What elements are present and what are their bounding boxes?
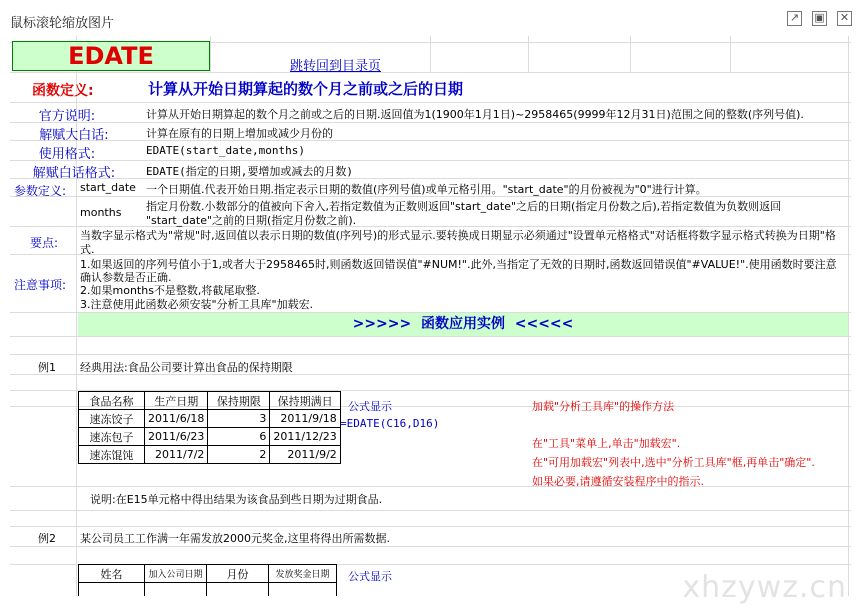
gridline bbox=[10, 336, 851, 337]
window-title: 鼠标滚轮缩放图片 bbox=[10, 16, 115, 31]
note1-line1: 1.如果返回的序列号值小于1,或者大于2958465时,则函数返回错误值"#NUM!".此外,当指定了无效的日期时,函数返回错误值"#VALUE!".使用函数时要注意 bbox=[80, 258, 837, 271]
table-header-cell: 保持期限 bbox=[208, 392, 270, 410]
gridline bbox=[10, 160, 851, 161]
usage-text: EDATE(start_date,months) bbox=[146, 144, 305, 157]
gridline bbox=[10, 254, 851, 255]
table-cell[interactable] bbox=[207, 583, 269, 597]
table-cell[interactable] bbox=[269, 583, 337, 597]
addin-step1: 在"工具"菜单上,单击"加载宏". bbox=[532, 437, 681, 450]
params-label: 参数定义: bbox=[14, 184, 67, 198]
table-cell[interactable]: 2011/7/2 bbox=[145, 446, 208, 464]
param1-name: start_date bbox=[80, 181, 136, 194]
gridline bbox=[10, 486, 851, 487]
table-row bbox=[79, 428, 341, 446]
notes-label: 注意事项: bbox=[14, 278, 67, 292]
table-row bbox=[79, 446, 341, 464]
plain-usage-label: 解赋白话格式: bbox=[32, 166, 116, 181]
note1-line2: 确认参数是否正确. bbox=[80, 271, 172, 284]
note3: 3.注意使用此函数必须安装"分析工具库"加载宏. bbox=[80, 298, 314, 311]
gridline bbox=[528, 36, 529, 72]
gridline bbox=[210, 36, 211, 72]
key-points-text-1: 当数字显示格式为"常规"时,返回值以表示日期的数值(序列号)的形式显示.要转换成日期显示必须通过"设置单元格格式"对话框将数字显示格式转换为日期"格 bbox=[80, 229, 836, 242]
example2-formula-label: 公式显示 bbox=[348, 570, 392, 583]
watermark: xhzywz.cn bbox=[682, 570, 847, 605]
definition-label: 函数定义: bbox=[32, 83, 94, 99]
gridline bbox=[10, 546, 851, 547]
usage-label: 使用格式: bbox=[38, 147, 96, 162]
gridline bbox=[10, 140, 851, 141]
table-cell[interactable]: 速冻包子 bbox=[79, 428, 145, 446]
plain-usage-text: EDATE(指定的日期,要增加或减去的月数) bbox=[146, 165, 353, 178]
table-header-cell: 姓名 bbox=[79, 565, 145, 583]
addin-title: 加载"分析工具库"的操作方法 bbox=[532, 400, 675, 413]
example1-label: 例1 bbox=[38, 361, 56, 374]
official-label: 官方说明: bbox=[38, 109, 96, 124]
plain-label: 解赋大白话: bbox=[39, 128, 109, 143]
example2-table bbox=[78, 564, 337, 596]
table-header-cell: 月份 bbox=[207, 565, 269, 583]
table-header-cell: 生产日期 bbox=[145, 392, 208, 410]
table-cell[interactable]: 速冻馄饨 bbox=[79, 446, 145, 464]
note2: 2.如果months不是整数,将截尾取整. bbox=[80, 284, 260, 297]
gridline bbox=[430, 36, 431, 72]
table-cell[interactable]: 6 bbox=[208, 428, 270, 446]
table-header-cell: 保持期满日 bbox=[270, 392, 340, 410]
gridline bbox=[10, 354, 851, 355]
gridline bbox=[10, 102, 851, 103]
example1-formula-label: 公式显示 bbox=[348, 400, 392, 413]
table-cell[interactable]: 2011/9/2 bbox=[270, 446, 340, 464]
function-name-cell[interactable] bbox=[12, 41, 210, 71]
gridline bbox=[10, 526, 851, 527]
table-cell[interactable] bbox=[79, 583, 145, 597]
examples-banner-text: >>>>> 函数应用实例 <<<<< bbox=[352, 316, 574, 332]
addin-step2: 在"可用加载宏"列表中,选中"分析工具库"框,再单击"确定". bbox=[532, 456, 815, 469]
definition-text: 计算从开始日期算起的数个月之前或之后的日期 bbox=[148, 80, 464, 98]
gridline bbox=[10, 510, 851, 511]
example1-note: 说明:在E15单元格中得出结果为该食品到些日期为过期食品. bbox=[90, 493, 383, 506]
table-cell[interactable]: 速冻饺子 bbox=[79, 410, 145, 428]
close-icon[interactable]: ✕ bbox=[837, 11, 852, 26]
table-cell[interactable]: 2011/12/23 bbox=[270, 428, 340, 446]
jump-to-index-link[interactable]: 跳转回到目录页 bbox=[290, 59, 382, 74]
table-cell[interactable]: 2011/9/18 bbox=[270, 410, 340, 428]
example1-desc: 经典用法:食品公司要计算出食品的保持期限 bbox=[80, 361, 293, 374]
maximize-icon[interactable]: ▣ bbox=[812, 11, 827, 26]
table-header-row bbox=[79, 392, 341, 410]
examples-banner bbox=[78, 313, 848, 336]
addin-step3: 如果必要,请遵循安装程序中的指示. bbox=[532, 475, 704, 488]
table-cell[interactable]: 2 bbox=[208, 446, 270, 464]
window-titlebar bbox=[0, 0, 861, 36]
example1-formula: =EDATE(C16,D16) bbox=[340, 417, 440, 430]
table-row bbox=[79, 410, 341, 428]
gridline bbox=[10, 122, 851, 123]
table-cell[interactable]: 3 bbox=[208, 410, 270, 428]
gridline bbox=[848, 36, 849, 596]
table-header-cell: 发放奖金日期 bbox=[269, 565, 337, 583]
function-name: EDATE bbox=[68, 42, 154, 70]
example1-table bbox=[78, 391, 341, 464]
table-cell[interactable]: 2011/6/23 bbox=[145, 428, 208, 446]
gridline bbox=[630, 36, 631, 72]
key-points-label: 要点: bbox=[30, 236, 59, 250]
param1-text: 一个日期值.代表开始日期.指定表示日期的数值(序列号值)或单元格引用。"start_date"的月份被视为"0"进行计算。 bbox=[146, 183, 707, 196]
table-cell[interactable]: 2011/6/18 bbox=[145, 410, 208, 428]
gridline bbox=[10, 178, 851, 179]
table-row bbox=[79, 583, 337, 597]
table-cell[interactable] bbox=[145, 583, 207, 597]
param2-text-2: "start_date"之前的日期(指定月份数之前). bbox=[146, 214, 357, 227]
param2-name: months bbox=[80, 206, 122, 219]
gridline bbox=[730, 36, 731, 72]
table-header-row bbox=[79, 565, 337, 583]
table-header-cell: 食品名称 bbox=[79, 392, 145, 410]
plain-text: 计算在原有的日期上增加或减少月份的 bbox=[146, 127, 333, 140]
param2-text-1: 指定月份数.小数部分的值被向下舍入,若指定数值为正数则返回"start_date"之后的日期(指定月份数之后),若指定数值为负数则返回 bbox=[146, 200, 782, 213]
example2-label: 例2 bbox=[38, 532, 56, 545]
table-header-cell: 加入公司日期 bbox=[145, 565, 207, 583]
spreadsheet-view[interactable] bbox=[10, 36, 851, 596]
key-points-text-2: 式. bbox=[80, 243, 95, 256]
example2-desc: 某公司员工工作满一年需发放2000元奖金,这里将得出所需数据. bbox=[80, 532, 390, 545]
popout-icon[interactable]: ↗ bbox=[787, 11, 802, 26]
gridline bbox=[10, 72, 851, 73]
official-text: 计算从开始日期算起的数个月之前或之后的日期.返回值为1(1900年1月1日)~2958465(9999年12月31日)范围之间的整数(序列号值). bbox=[146, 108, 804, 121]
